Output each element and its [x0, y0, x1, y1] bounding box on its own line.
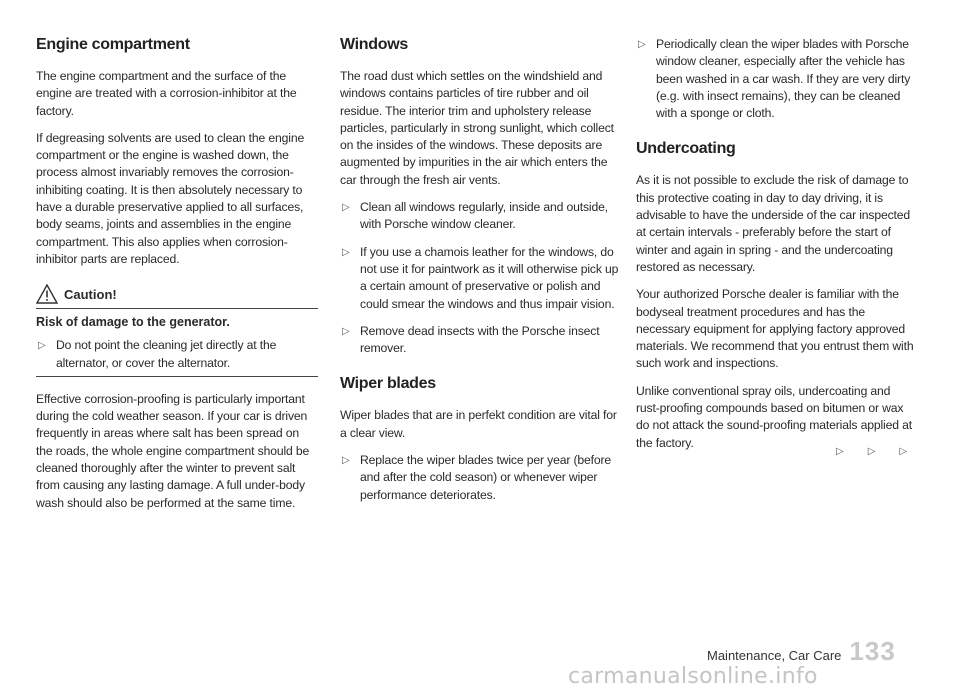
list-item [340, 199, 620, 234]
caution-header [36, 284, 318, 309]
triangle-right-icon: ▷ [867, 446, 876, 457]
triangle-right-icon: ▷ [342, 202, 350, 214]
column-windows [340, 36, 620, 514]
list-item-text: Remove dead insects with the Porsche insect remover. [360, 323, 600, 356]
column-engine-compartment [36, 36, 318, 522]
triangle-right-icon: ▷ [342, 455, 350, 467]
paragraph: Wiper blades that are in perfekt condition are vital for a clear view. [340, 408, 617, 440]
triangle-right-icon: ▷ [38, 340, 46, 352]
page-number: 133 [849, 636, 896, 666]
heading-engine-compartment: Engine compartment [36, 36, 190, 53]
warning-triangle-icon [36, 284, 58, 304]
risk-title: Risk of damage to the generator. [36, 315, 230, 330]
continued-arrows [836, 446, 907, 457]
paragraph: Unlike conventional spray oils, undercoating and rust-proofing compounds based on bitumen or wax do not attack the sound-proofing materials applied at the factory. [636, 383, 912, 450]
paragraph: As it is not possible to exclude the risk of damage to this protective coating in day to day driving, it is advisable to have the underside of the car inspected at certain intervals - preferably before the start of winter and again in spring - and the undercoating restored as necessary. [636, 173, 911, 274]
paragraph: Effective corrosion-proofing is particularly important during the cold weather season. If your car is driven frequently in areas where salt has been spread on the roads, the whole engine compartment should be cleaned thoroughly after the winter to prevent salt from causing any lasting damage. A full under-body wash should also be performed at the same time. [36, 391, 310, 510]
heading-wiper-blades: Wiper blades [340, 375, 436, 393]
triangle-right-icon: ▷ [342, 246, 350, 258]
list-item [36, 337, 318, 372]
list-item-text: If you use a chamois leather for the windows, do not use it for paintwork as it will otherwise pick up a certain amount of preservative or polish and could smear the windows and thus impair vision. [360, 244, 619, 311]
paragraph: The engine compartment and the surface of the engine are treated with a corrosion-inhibitor at the factory. [36, 69, 297, 118]
list-item-text: Periodically clean the wiper blades with Porsche window cleaner, especially after the vehicle has been washed in a car wash. If they are very dirty (e.g. with insect remains), they can be cleaned with a sponge or cloth. [656, 37, 911, 121]
triangle-right-icon: ▷ [899, 446, 908, 457]
watermark: carmanualsonline.info [568, 664, 818, 689]
list-item [340, 323, 620, 358]
column-undercoating [636, 36, 914, 462]
list-item-text: Replace the wiper blades twice per year (before and after the cold season) or whenever wiper performance deteriorates. [360, 453, 612, 502]
caution-label: Caution! [64, 286, 117, 302]
caution-box [36, 315, 318, 377]
page-footer [707, 636, 896, 667]
paragraph: Your authorized Porsche dealer is familiar with the bodyseal treatment procedures and has the necessary equipment for applying factory approved materials. We recommend that you entrust them with such work and inspections. [636, 287, 914, 371]
list-item [340, 244, 620, 313]
list-item [636, 36, 914, 122]
triangle-right-icon: ▷ [342, 325, 350, 337]
paragraph: If degreasing solvents are used to clean the engine compartment or the engine is washed down, the process almost invariably removes the corrosion-inhibiting coating. It is then absolutely necessary to have a durable preservative applied to all surfaces, body seams, joints and assemblies in the engine compartment. This also applies when corrosion-inhibitor parts are replaced. [36, 130, 305, 266]
section-title: Maintenance, Car Care [707, 648, 842, 663]
list-item-text: Clean all windows regularly, inside and outside, with Porsche window cleaner. [360, 200, 608, 232]
triangle-right-icon: ▷ [836, 446, 844, 457]
triangle-right-icon: ▷ [638, 39, 646, 50]
heading-undercoating: Undercoating [636, 140, 736, 158]
heading-windows: Windows [340, 36, 408, 53]
list-item-text: Do not point the cleaning jet directly at the alternator, or cover the alternator. [56, 338, 277, 370]
paragraph: The road dust which settles on the windshield and windows contains particles of tire rubber and oil residue. The interior trim and upholstery release particles, particularly in strong sunlight, which collect on the insides of the windows. These deposits are augmented by impurities in the air which enters the car through the fresh air vents. [340, 69, 614, 187]
list-item [340, 452, 620, 504]
